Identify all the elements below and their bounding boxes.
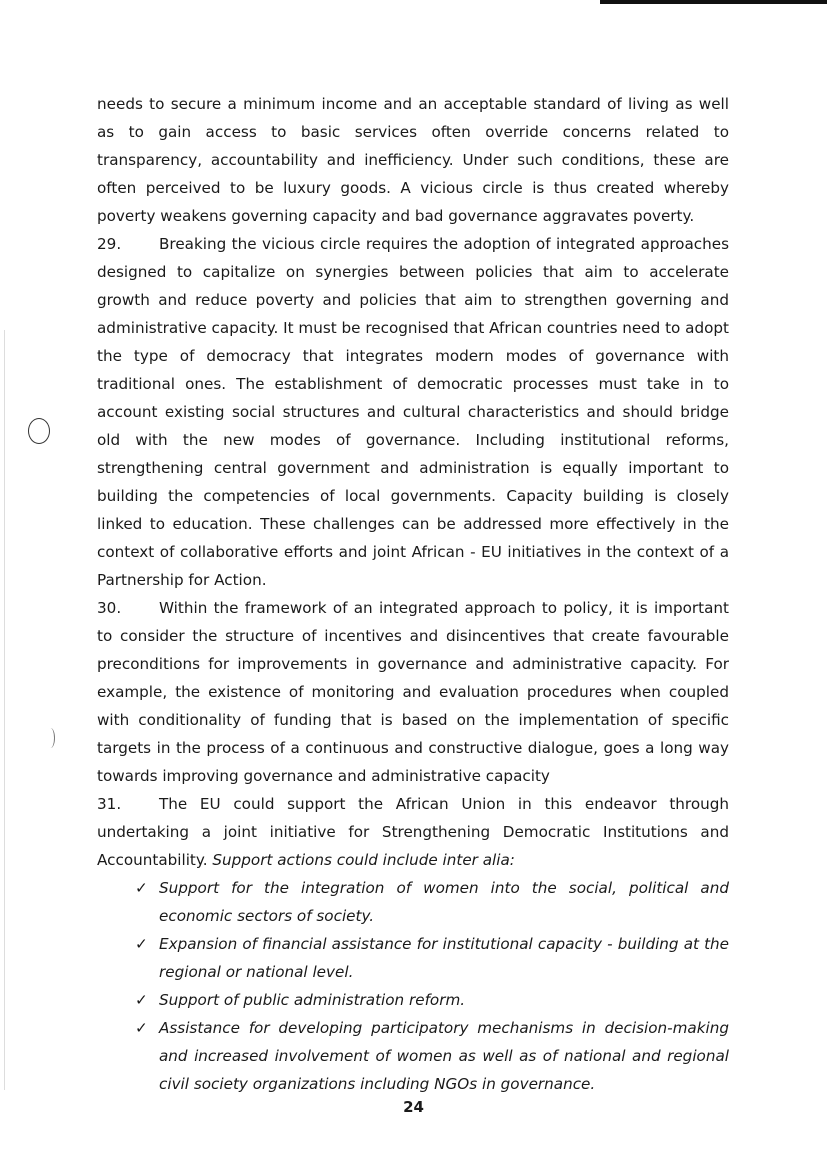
margin-line: [4, 330, 5, 1090]
list-item-text: Support for the integration of women into the social, political and economic sectors of society.: [159, 879, 729, 925]
list-item-text: Support of public administration reform.: [159, 991, 466, 1009]
checkmark-icon: ✓: [135, 879, 148, 897]
paragraph-text: Breaking the vicious circle requires the adoption of integrated approaches designed to capitalize on synergies between policies that aim to accelerate growth and reduce poverty and policies that aim to strengthen governing and administrative capacity. It must be recognised that African countries need to adopt the type of democracy that integrates modern modes of governance with traditional ones. The establishment of democratic processes must take in to account existing social structures and cultural characteristics and should bridge old with the new modes of governance. Including institutional reforms, strengthening central government and administration is equally important to building the competencies of local governments. Capacity building is closely linked to education. These challenges can be addressed more effectively in the context of collaborative efforts and joint African - EU initiatives in the context of a Partnership for Action.: [97, 235, 729, 589]
list-item: [135, 930, 729, 986]
checkmark-icon: ✓: [135, 991, 148, 1009]
support-actions-list: [97, 874, 729, 1098]
paragraph-31: [97, 790, 729, 874]
paragraph-30: [97, 594, 729, 790]
paragraph-number: 31.: [97, 795, 122, 813]
punch-hole-mark: [28, 418, 50, 444]
paragraph-number: 30.: [97, 599, 122, 617]
paragraph-29: [97, 230, 729, 594]
document-body: [97, 90, 729, 1098]
list-item-text: Expansion of financial assistance for institutional capacity - building at the regional or national level.: [159, 935, 729, 981]
list-item: [135, 986, 729, 1014]
list-item-text: Assistance for developing participatory mechanisms in decision-making and increased involvement of women as well as of national and regional civil society organizations including NGOs in governance.: [159, 1019, 729, 1093]
list-item: [135, 874, 729, 930]
paragraph-italic-tail: Support actions could include inter alia:: [212, 851, 515, 869]
checkmark-icon: ✓: [135, 1019, 148, 1037]
continuation-paragraph: needs to secure a minimum income and an acceptable standard of living as well as to gain access to basic services often override concerns related to transparency, accountability and inefficiency. Under such conditions, these are often perceived to be luxury goods. A vicious circle is thus created whereby poverty weakens governing capacity and bad governance aggravates poverty.: [97, 95, 729, 225]
checkmark-icon: ✓: [135, 935, 148, 953]
scan-mark: [46, 728, 55, 748]
paragraph-text: Within the framework of an integrated approach to policy, it is important to consider the structure of incentives and disincentives that create favourable preconditions for improvements in governance and administrative capacity. For example, the existence of monitoring and evaluation procedures when coupled with conditionality of funding that is based on the implementation of specific targets in the process of a continuous and constructive dialogue, goes a long way towards improving governance and administrative capacity: [97, 599, 729, 785]
list-item: [135, 1014, 729, 1098]
page-number: 24: [403, 1098, 424, 1116]
paragraph-number: 29.: [97, 235, 122, 253]
paragraph-text: The EU could support the African Union in this endeavor through undertaking a joint initiative for Strengthening Democratic Institutions and Accountability.: [97, 795, 729, 869]
top-rule: [600, 0, 827, 4]
